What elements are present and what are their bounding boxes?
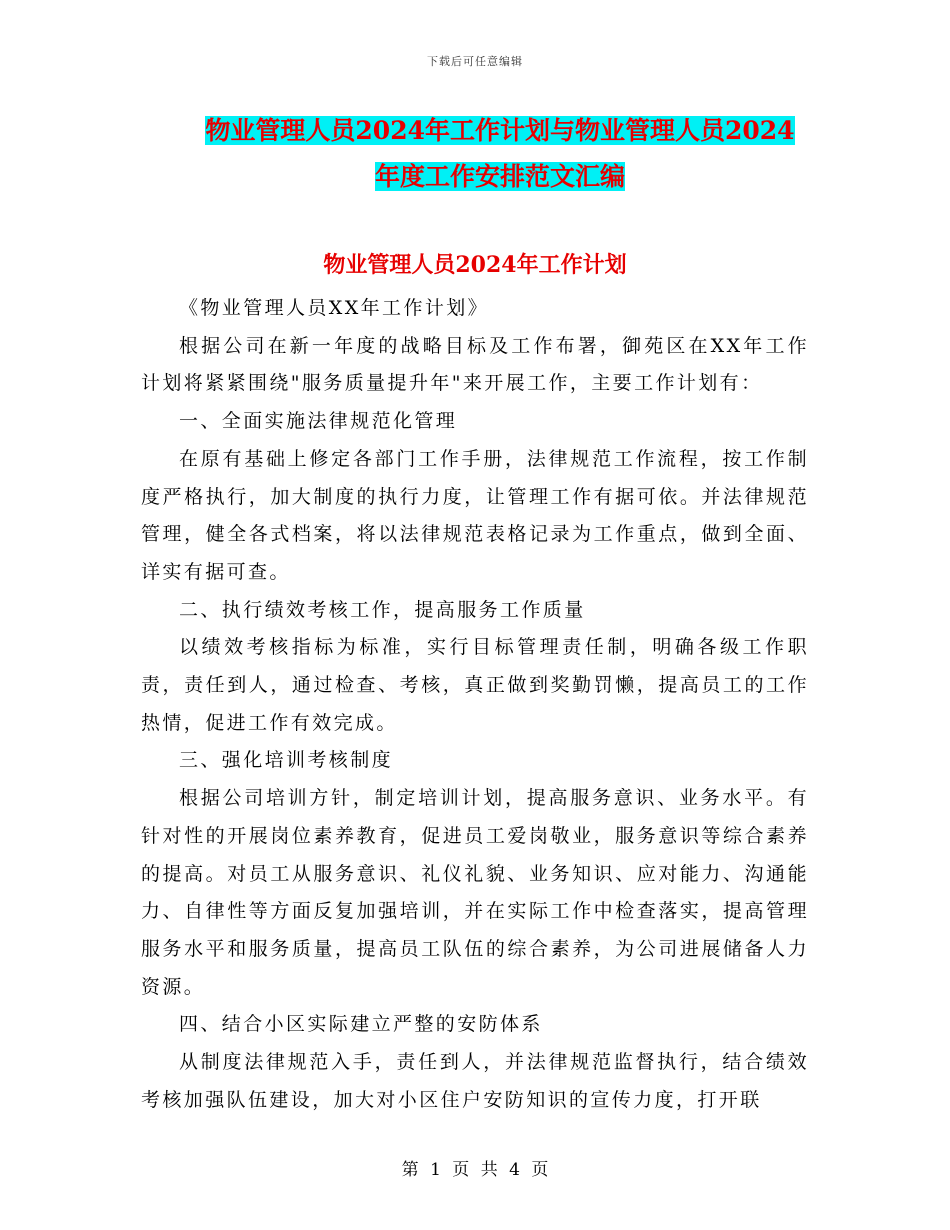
section-heading: 四、结合小区实际建立严整的安防体系 (179, 1013, 543, 1036)
document-title-line-2: 年度工作安排范文汇编 (374, 162, 625, 191)
header-note: 下载后可任意编辑 (427, 55, 523, 68)
body-paragraph: 在原有基础上修定各部门工作手册，法律规范工作流程，按工作制度严格执行，加大制度的执行力度，让管理工作有据可依。并法律规范管理，健全各式档案，将以法律规范表格记录为工作重点，做到全面、详实有据可查。 (141, 447, 809, 583)
document-title (120, 108, 880, 200)
body-paragraph: 根据公司在新一年度的战略目标及工作布署，御苑区在XX年工作计划将紧紧围绕"服务质量提升年"来开展工作，主要工作计划有： (141, 334, 809, 395)
body-paragraph: 从制度法律规范入手，责任到人，并法律规范监督执行，结合绩效考核加强队伍建设，加大对小区住户安防知识的宣传力度，打开联 (141, 1051, 809, 1111)
page-footer: 第 1 页 共 4 页 (401, 1160, 549, 1180)
section-heading: 三、强化培训考核制度 (179, 749, 394, 772)
section-title: 物业管理人员2024年工作计划 (323, 252, 627, 278)
body-paragraph: 《物业管理人员XX年工作计划》 (179, 297, 490, 319)
body-paragraph: 以绩效考核指标为标准，实行目标管理责任制，明确各级工作职责，责任到人，通过检查、考核，真正做到奖勤罚懒，提高员工的工作热情，促进工作有效完成。 (141, 636, 809, 734)
section-heading: 一、全面实施法律规范化管理 (179, 410, 458, 433)
section-heading: 二、执行绩效考核工作，提高服务工作质量 (179, 598, 586, 621)
body-paragraph: 根据公司培训方针，制定培训计划，提高服务意识、业务水平。有针对性的开展岗位素养教育，促进员工爱岗敬业，服务意识等综合素养的提高。对员工从服务意识、礼仪礼貌、业务知识、应对能力、沟通能力、自律性等方面反复加强培训，并在实际工作中检查落实，提高管理服务水平和服务质量，提高员工队伍的综合素养，为公司进展储备人力资源。 (141, 787, 809, 998)
document-body (141, 290, 809, 1119)
document-title-line-1: 物业管理人员2024年工作计划与物业管理人员2024 (205, 116, 795, 145)
